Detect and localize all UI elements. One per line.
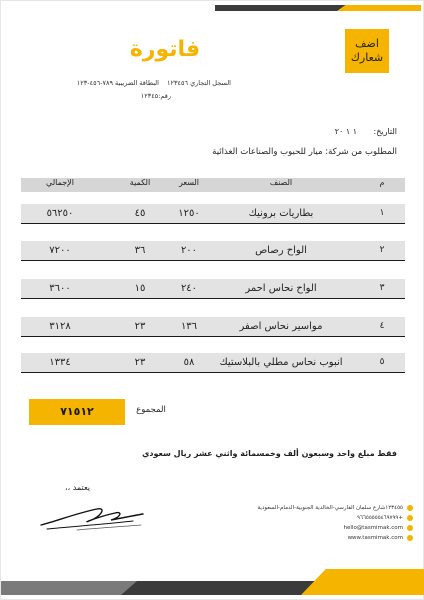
row-item: انبوب نحاس مطلي بالبلاستيك xyxy=(219,357,343,368)
required-from: المطلوب من شركة: ميار للحبوب والصناعات الغذائية xyxy=(212,147,397,157)
row-qty: ٤٥ xyxy=(134,208,146,219)
row-qty: ١٥ xyxy=(134,283,146,294)
tax-card: البطاقة الضريبية ٧٨٩-٤٥٦-١٢٣ xyxy=(76,79,159,87)
logo-text: اضف شعارك xyxy=(350,37,384,64)
header-total: الإجمالي xyxy=(46,178,74,187)
header-index: م xyxy=(379,178,385,187)
row-index: ٣ xyxy=(379,283,385,293)
row-price: ٢٤٠ xyxy=(180,283,198,294)
row-qty: ٢٣ xyxy=(134,321,146,332)
table-row xyxy=(21,204,405,224)
header-qty: الكمية xyxy=(129,178,151,187)
email-icon xyxy=(407,525,413,531)
row-index: ٤ xyxy=(379,321,385,331)
amount-in-words: فقط مبلغ واحد وسبعون ألف وخمسمائة واثني عشر ريال سعودي xyxy=(142,449,397,458)
total-value: ٧١٥١٢ xyxy=(29,399,125,425)
contact-text: hello@tasmimak.com xyxy=(343,525,403,531)
registration-line xyxy=(71,79,231,87)
table-row xyxy=(21,353,405,373)
row-item: بطاريات برونيك xyxy=(248,208,314,219)
top-yellow-bar xyxy=(337,5,421,11)
table-row xyxy=(21,317,405,337)
contact-text: +٩٦٦٥٥٥٥٥٤٦٩٧٩٩ xyxy=(357,515,403,521)
logo-placeholder xyxy=(345,29,389,73)
row-total: ٣١٢٨ xyxy=(49,321,71,332)
row-price: ٥٨ xyxy=(183,357,195,368)
row-qty: ٣٦ xyxy=(134,245,146,256)
row-item: مواسير نحاس اصفر xyxy=(239,321,323,332)
row-total: ٥٦٢٥٠ xyxy=(46,208,74,219)
row-total: ١٣٣٤ xyxy=(49,357,71,368)
contact-address xyxy=(257,503,413,513)
contact-text: ١٢٣٤٥٥شارع سلمان الفارسي-الخالدية الجنوبية-الدمام-السعودية xyxy=(257,505,403,511)
contact-phone xyxy=(301,513,413,523)
header-price: السعر xyxy=(178,178,200,187)
table-row xyxy=(21,241,405,261)
approved-label: يعتمد ،، xyxy=(65,483,91,492)
invoice-title: فاتورة xyxy=(129,37,201,62)
date-line xyxy=(335,127,397,136)
row-price: ١٣٦ xyxy=(180,321,198,332)
row-index: ٢ xyxy=(379,245,385,255)
date-value: ١ ١ ٢٠ xyxy=(334,127,357,136)
row-item: الواح رصاص xyxy=(255,245,307,256)
contact-list xyxy=(257,503,413,543)
location-icon xyxy=(407,505,413,511)
contact-email xyxy=(301,523,413,533)
commercial-register: السجل التجاري ١٢٣٤٥٦ xyxy=(167,79,231,87)
contact-website xyxy=(301,533,413,543)
row-price: ١٢٥٠ xyxy=(178,208,200,219)
invoice-number: رقم:١٢٣٤٥ xyxy=(140,92,171,100)
row-index: ٥ xyxy=(379,357,385,367)
total-label: المجموع xyxy=(136,405,166,415)
phone-icon xyxy=(407,515,413,521)
bottom-dark-band xyxy=(121,581,321,595)
signature-image xyxy=(37,503,147,533)
row-total: ٣٦٠٠ xyxy=(49,283,71,294)
contact-text: www.tasmimak.com xyxy=(347,535,403,541)
row-price: ٢٠٠ xyxy=(180,245,198,256)
row-index: ١ xyxy=(379,208,385,218)
web-icon xyxy=(407,535,413,541)
row-total: ٧٢٠٠ xyxy=(49,245,71,256)
row-item: الواح نحاس احمر xyxy=(245,283,317,294)
row-qty: ٢٣ xyxy=(134,357,146,368)
header-item: الصنف xyxy=(269,178,293,187)
table-row xyxy=(21,279,405,299)
date-label: التاريخ: xyxy=(373,127,397,136)
table-header xyxy=(21,178,405,192)
bottom-yellow-band xyxy=(301,569,424,595)
